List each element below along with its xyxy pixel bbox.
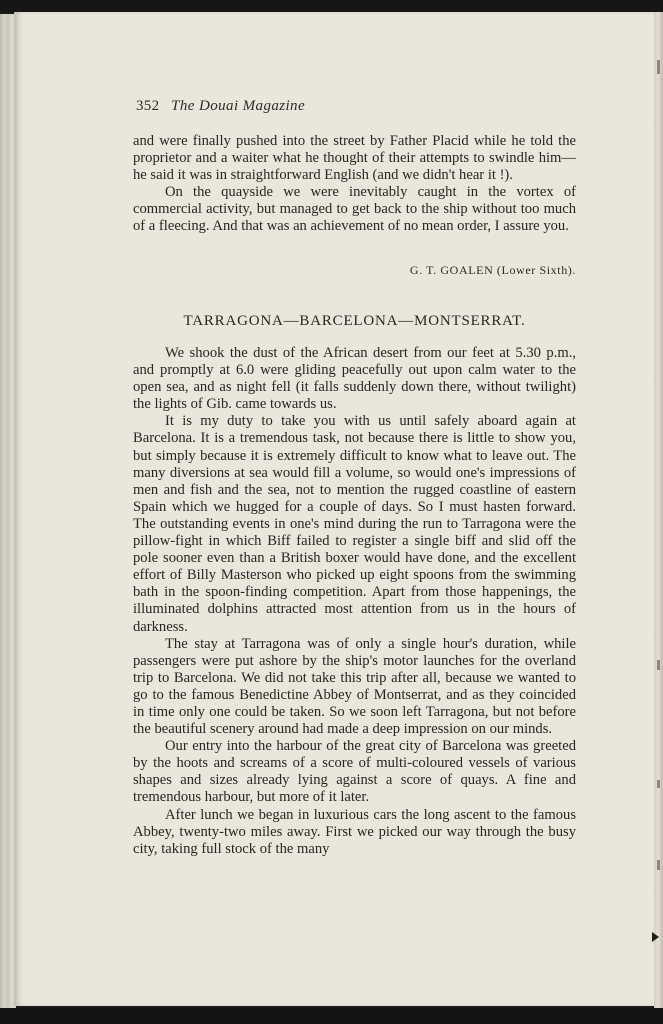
article-title: TARRAGONA—BARCELONA—MONTSERRAT. [183, 313, 526, 329]
edge-mark [657, 660, 660, 670]
paragraph: It is my duty to take you with us until safely aboard again at Barcelona. It is a tremendous task, not because there is little to show you, but simply because it is extremely difficult to know what to leave out. The many diversions at sea would fill a volume, so would one's impressions of men and fish and the sea, not to mention the rugged coastline of eastern Spain which we hugged for a couple of days. So I must hasten forward. The outstanding events in one's mind during the run to Tarragona were the pillow-fight in which Biff failed to register a single biff and slid off the pole sooner even than a British boxer would have done, and the excellent effort of Billy Masterson who picked up eight spoons from the swimming bath in the spoon-finding competition. Apart from those happenings, the illuminated dolphins attracted most attention from us in the hours of darkness. [133, 413, 576, 635]
magazine-title: The Douai Magazine [171, 98, 306, 114]
paragraph: After lunch we began in luxurious cars the long ascent to the famous Abbey, twenty-two miles away. First we picked our way through the busy city, taking full stock of the many [133, 806, 576, 857]
scan-border-top [0, 0, 663, 12]
paragraph: and were finally pushed into the street by Father Placid while he told the proprietor and a waiter what he thought of their attempts to swindle him—he said it was in straightforward English (and we didn't hear it !). [133, 133, 576, 184]
second-article-body [133, 345, 576, 858]
paragraph: Our entry into the harbour of the great city of Barcelona was greeted by the hoots and screams of a score of multi-coloured vessels of various shapes and sizes already lying against a score of quays. A fine and tremendous harbour, but more of it later. [133, 738, 576, 806]
paragraph: We shook the dust of the African desert from our feet at 5.30 p.m., and promptly at 6.0 were gliding peacefully out upon calm water to the open sea, and as night fell (it falls suddenly down there, without twilight) the lights of Gib. came towards us. [133, 345, 576, 413]
running-header [136, 98, 305, 115]
edge-mark [657, 60, 660, 74]
edge-mark [657, 780, 660, 788]
page-right-edge [654, 12, 663, 1008]
page-turn-marker-icon [652, 932, 659, 942]
edge-mark [657, 860, 660, 870]
paragraph: The stay at Tarragona was of only a single hour's duration, while passengers were put ashore by the ship's motor launches for the overland trip to Barcelona. We did not take this trip after all, because we wanted to go to the famous Benedictine Abbey of Montserrat, and as they coincided in time only one could be taken. So we soon left Tarragona, but not before the beautiful scenery around had made a deep impression on our minds. [133, 635, 576, 738]
first-article-body [133, 133, 576, 236]
page-number: 352 [136, 98, 160, 114]
scan-border-bottom [0, 1008, 663, 1024]
author-signature: G. T. GOALEN (Lower Sixth). [409, 263, 576, 277]
paragraph: On the quayside we were inevitably caught in the vortex of commercial activity, but managed to get back to the ship without too much of a fleecing. And that was an achievement of no mean order, I assure you. [133, 184, 576, 235]
